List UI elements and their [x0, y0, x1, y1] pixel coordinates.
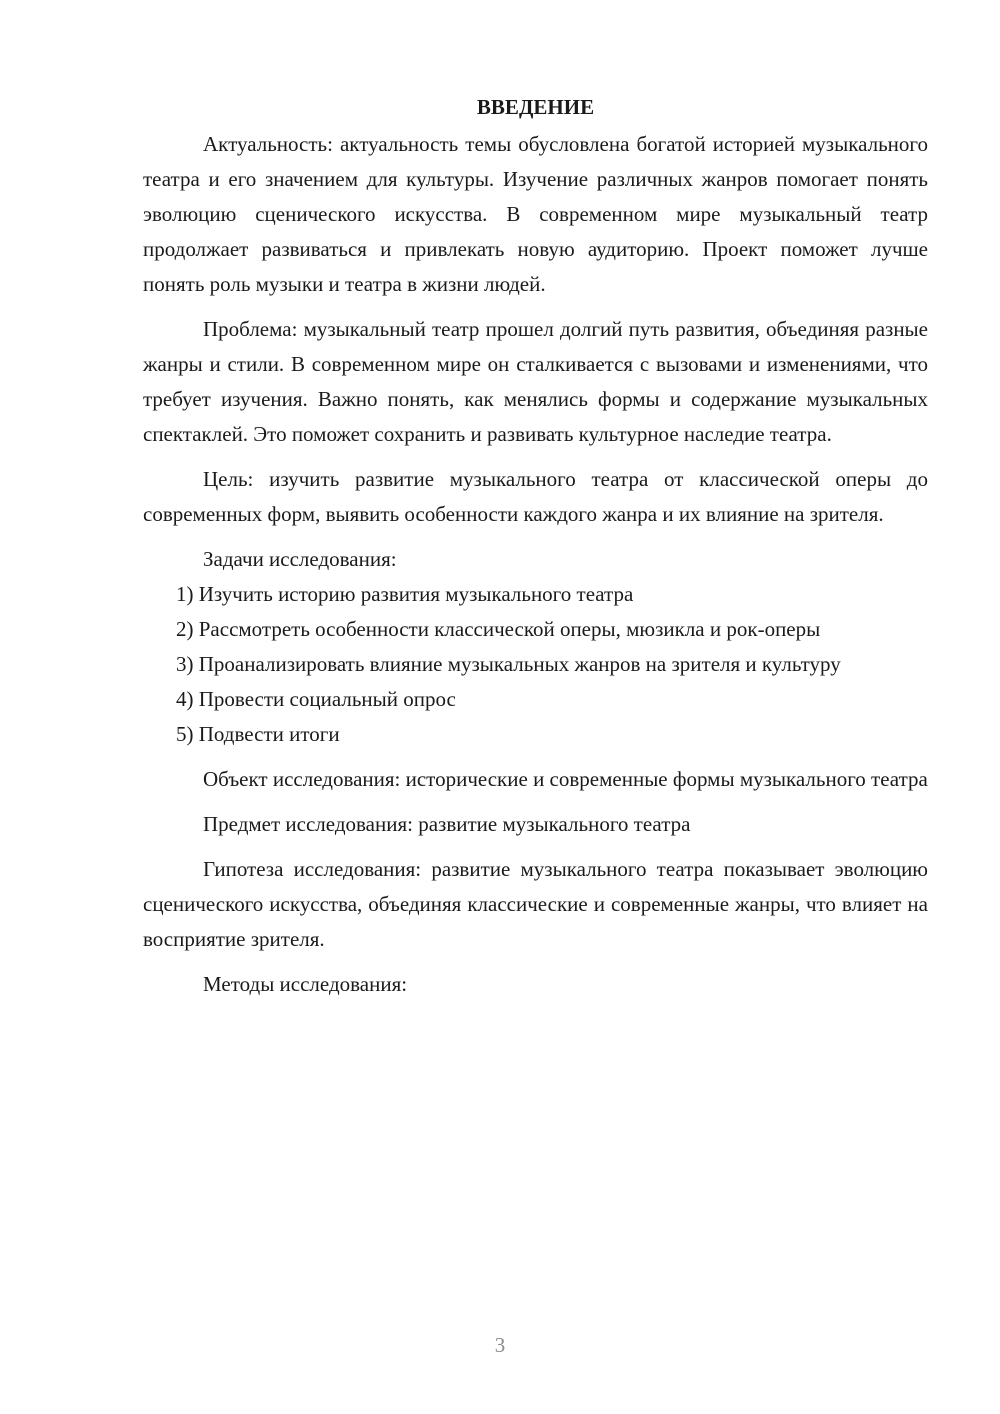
- tasks-heading: Задачи исследования:: [203, 547, 397, 571]
- paragraph-problem: Проблема: музыкальный театр прошел долгий путь развития, объединяя разные жанры и стили. В современном мире он сталкивается с вызовами и изменениями, что требует изучения. Важно понять, как менялись формы и содержание музыкальных спектаклей. Это поможет сохранить и развивать культурное наследие театра.: [143, 317, 928, 446]
- section-title: ВВЕДЕНИЕ: [476, 95, 595, 119]
- task-item-2: 2) Рассмотреть особенности классической оперы, мюзикла и рок-оперы: [176, 617, 821, 641]
- page-number: 3: [494, 1333, 506, 1357]
- paragraph-goal: Цель: изучить развитие музыкального театра от классической оперы до современных форм, выявить особенности каждого жанра и их влияние на зрителя.: [143, 467, 928, 526]
- paragraph-subject: Предмет исследования: развитие музыкального театра: [203, 812, 691, 836]
- paragraph-hypothesis: Гипотеза исследования: развитие музыкального театра показывает эволюцию сценического искусства, объединяя классические и современные жанры, что влияет на восприятие зрителя.: [143, 857, 928, 951]
- document-page: [143, 90, 928, 1002]
- methods-heading: Методы исследования:: [203, 972, 408, 996]
- paragraph-relevance: Актуальность: актуальность темы обусловлена богатой историей музыкального театра и его значением для культуры. Изучение различных жанров помогает понять эволюцию сценического искусства. В современном мире музыкальный театр продолжает развиваться и привлекать новую аудиторию. Проект поможет лучше понять роль музыки и театра в жизни людей.: [143, 132, 928, 296]
- task-item-1: 1) Изучить историю развития музыкального театра: [176, 582, 634, 606]
- task-item-4: 4) Провести социальный опрос: [176, 687, 456, 711]
- task-item-3: 3) Проанализировать влияние музыкальных жанров на зрителя и культуру: [176, 652, 841, 676]
- task-item-5: 5) Подвести итоги: [176, 722, 340, 746]
- paragraph-object: Объект исследования: исторические и современные формы музыкального театра: [203, 767, 928, 791]
